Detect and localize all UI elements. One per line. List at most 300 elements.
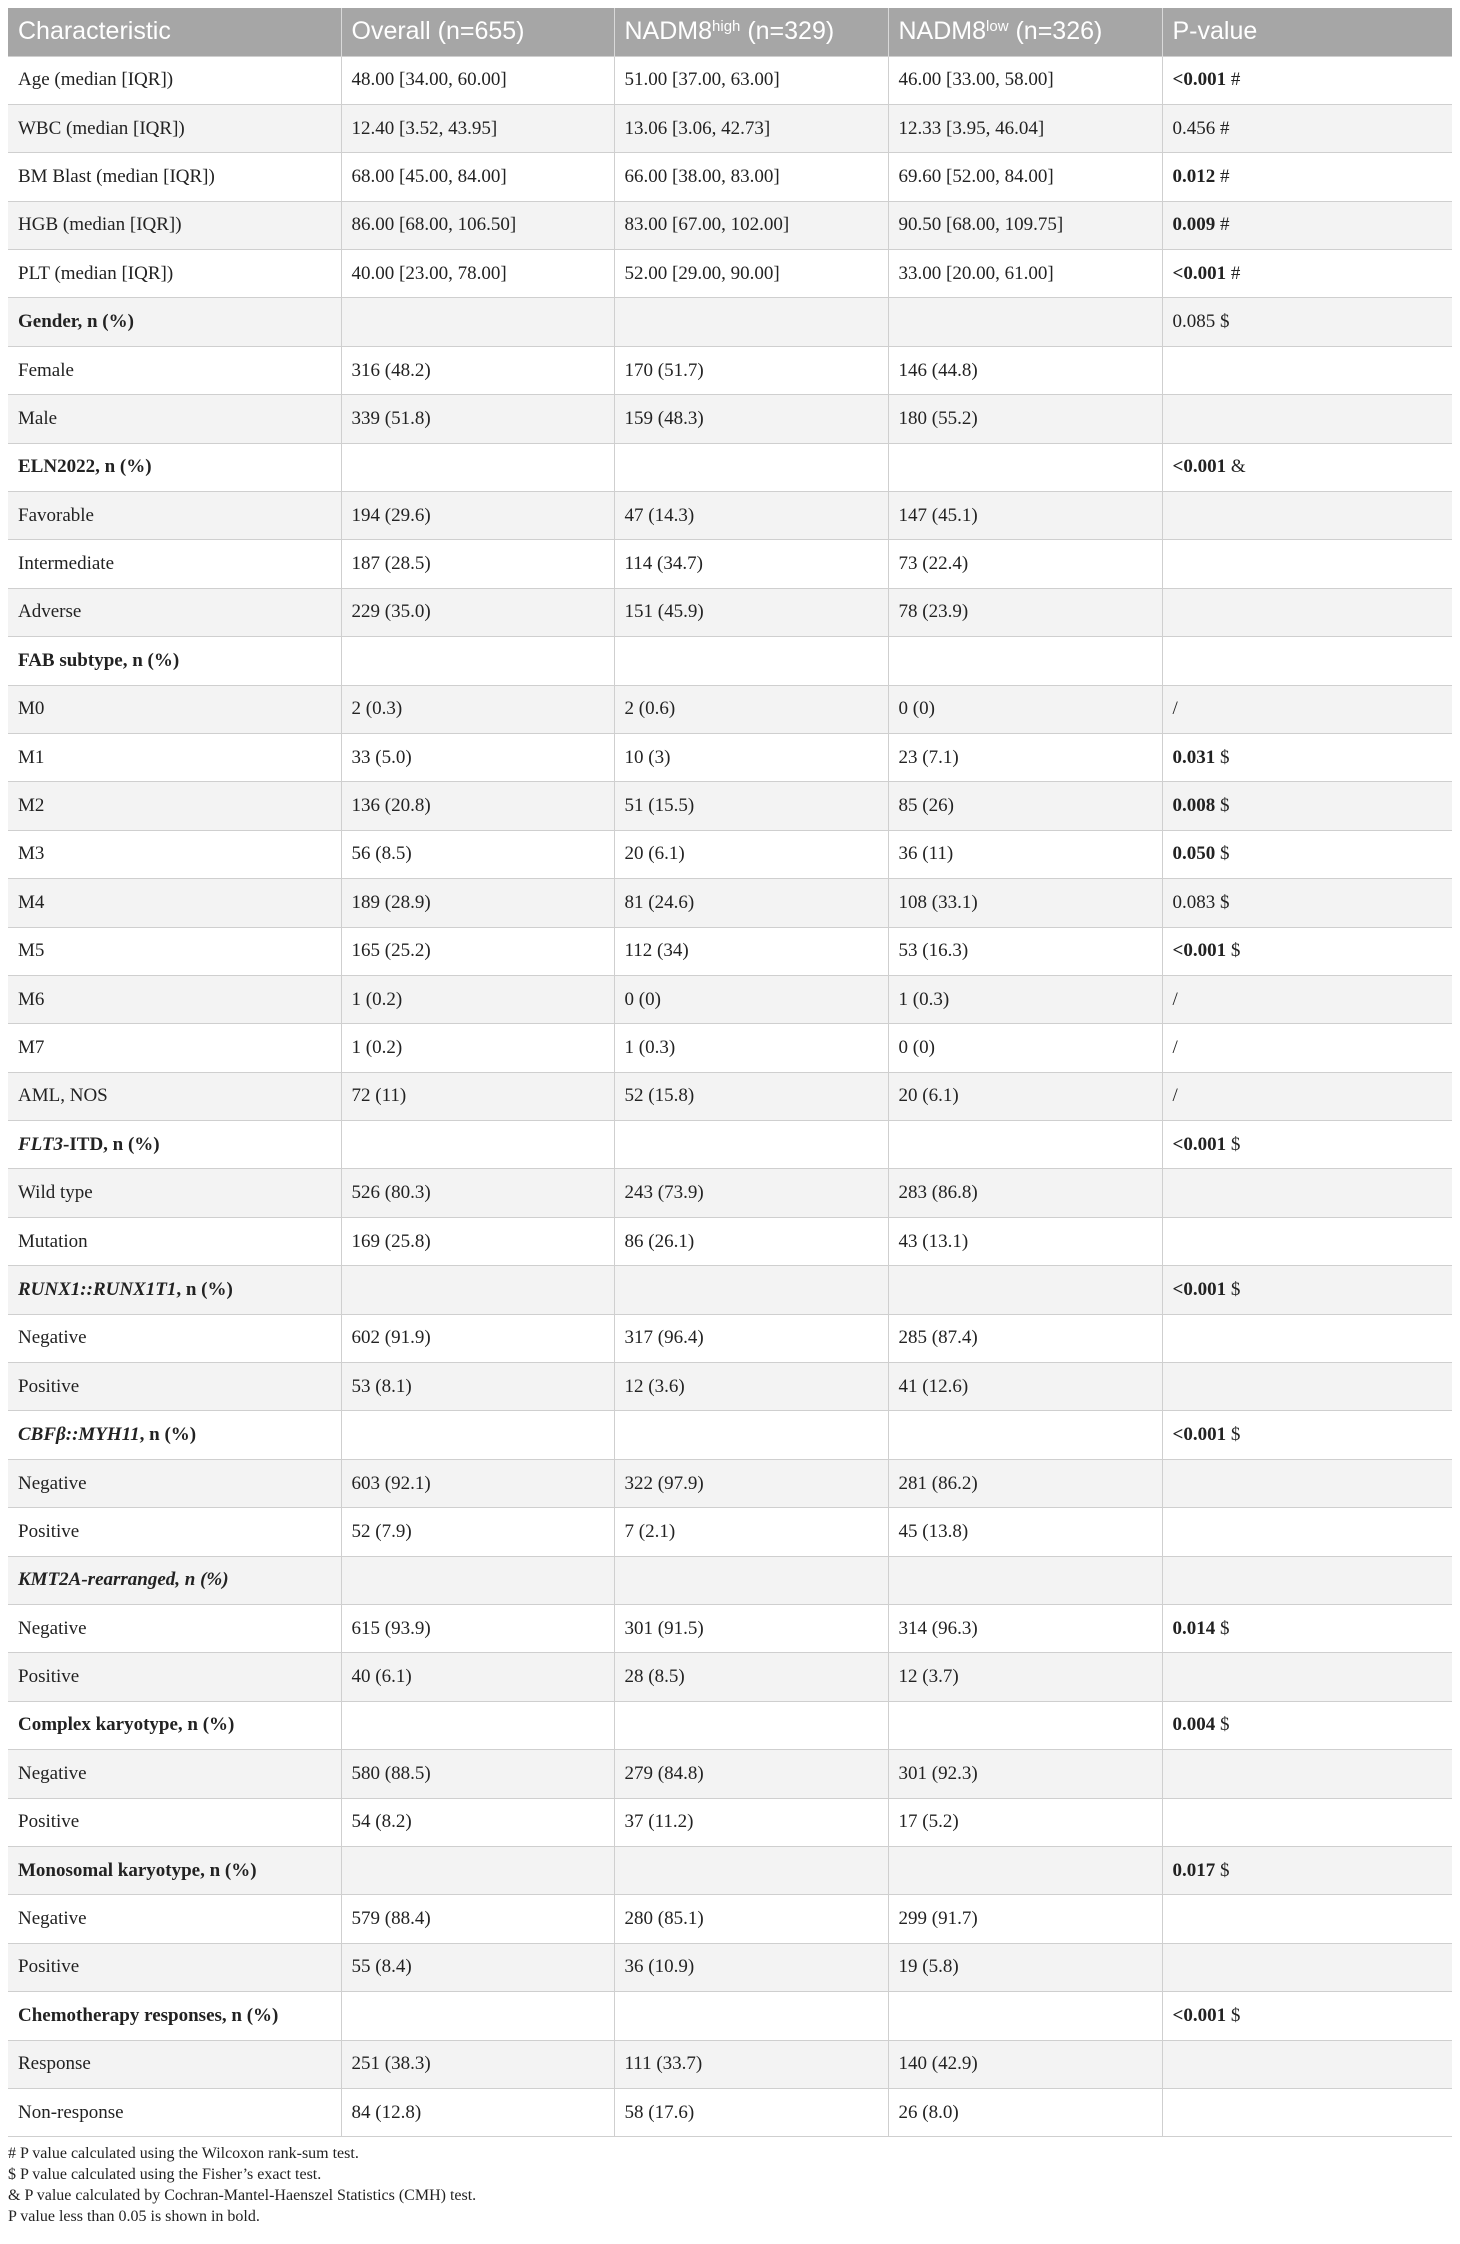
pvalue-number: <0.001 xyxy=(1172,456,1227,478)
cell-pvalue xyxy=(1162,1992,1452,2040)
table-row xyxy=(8,927,1452,975)
cell-high xyxy=(614,1556,888,1604)
cell-low: 78 (23.9) xyxy=(888,588,1162,636)
cell-low xyxy=(888,1992,1162,2040)
cell-overall: 53 (8.1) xyxy=(341,1363,614,1411)
row-label-text: Favorable xyxy=(18,504,94,526)
row-label-text: RUNX1::RUNX1T1 xyxy=(18,1278,177,1300)
cell-pvalue xyxy=(1162,395,1452,443)
cell-high: 51.00 [37.00, 63.00] xyxy=(614,56,888,104)
cell-low: 26 (8.0) xyxy=(888,2088,1162,2136)
header-nadm8-low xyxy=(888,8,1162,56)
cell-pvalue xyxy=(1162,1605,1452,1653)
table-row xyxy=(8,104,1452,152)
pvalue-number: 0.004 xyxy=(1172,1714,1216,1736)
row-label-text: PLT (median [IQR]) xyxy=(18,262,174,284)
cell-overall xyxy=(341,1121,614,1169)
row-label xyxy=(8,201,341,249)
cell-pvalue xyxy=(1162,1072,1452,1120)
row-label-text: Negative xyxy=(18,1908,87,1930)
table-row xyxy=(8,1072,1452,1120)
cell-overall: 579 (88.4) xyxy=(341,1895,614,1943)
table-row xyxy=(8,2040,1452,2088)
table-row xyxy=(8,153,1452,201)
pvalue-test-symbol: $ xyxy=(1220,1859,1230,1881)
row-label-text: HGB (median [IQR]) xyxy=(18,214,182,236)
cell-low xyxy=(888,637,1162,685)
row-label xyxy=(8,56,341,104)
pvalue-test-symbol: $ xyxy=(1230,2004,1241,2026)
row-label-text: Male xyxy=(18,407,58,429)
row-label-text: M4 xyxy=(18,891,45,913)
row-label xyxy=(8,298,341,346)
row-label-text: Mutation xyxy=(18,1230,88,1252)
pvalue-test-symbol: # xyxy=(1230,262,1241,284)
cell-low: 43 (13.1) xyxy=(888,1217,1162,1265)
cell-high: 51 (15.5) xyxy=(614,782,888,830)
table-row xyxy=(8,56,1452,104)
row-label xyxy=(8,2088,341,2136)
table-header-row xyxy=(8,8,1452,56)
cell-pvalue xyxy=(1162,1411,1452,1459)
cell-overall: 602 (91.9) xyxy=(341,1314,614,1362)
cell-low: 85 (26) xyxy=(888,782,1162,830)
cell-low: 140 (42.9) xyxy=(888,2040,1162,2088)
table-row xyxy=(8,1992,1452,2040)
cell-high: 37 (11.2) xyxy=(614,1798,888,1846)
row-label xyxy=(8,1895,341,1943)
cell-low: 108 (33.1) xyxy=(888,879,1162,927)
row-label xyxy=(8,395,341,443)
cell-overall xyxy=(341,298,614,346)
pvalue-test-symbol: $ xyxy=(1220,746,1230,768)
pvalue-number: 0.017 xyxy=(1172,1859,1216,1881)
pvalue-number: 0.014 xyxy=(1172,1617,1216,1639)
cell-low xyxy=(888,1701,1162,1749)
cell-high: 66.00 [38.00, 83.00] xyxy=(614,153,888,201)
cell-high: 47 (14.3) xyxy=(614,492,888,540)
cell-high: 0 (0) xyxy=(614,975,888,1023)
table-row xyxy=(8,250,1452,298)
cell-low xyxy=(888,298,1162,346)
cell-low xyxy=(888,1411,1162,1459)
cell-overall: 40.00 [23.00, 78.00] xyxy=(341,250,614,298)
pvalue-number: <0.001 xyxy=(1172,2004,1227,2026)
row-label-text: Wild type xyxy=(18,1182,93,1204)
cell-overall: 580 (88.5) xyxy=(341,1750,614,1798)
cell-pvalue xyxy=(1162,1363,1452,1411)
row-label-suffix: , n (%) xyxy=(139,1424,197,1446)
cell-pvalue xyxy=(1162,1556,1452,1604)
cell-high: 52.00 [29.00, 90.00] xyxy=(614,250,888,298)
table-row xyxy=(8,1024,1452,1072)
row-label xyxy=(8,1459,341,1507)
pvalue-number: 0.456 xyxy=(1172,117,1216,139)
row-label-text: Positive xyxy=(18,1375,80,1397)
cell-high: 170 (51.7) xyxy=(614,346,888,394)
row-label-text: Positive xyxy=(18,1956,80,1978)
row-label xyxy=(8,1846,341,1894)
cell-pvalue xyxy=(1162,879,1452,927)
pvalue-number: 0.008 xyxy=(1172,795,1216,817)
row-label-suffix: , n (%) xyxy=(176,1278,233,1300)
row-label xyxy=(8,1508,341,1556)
cell-high: 280 (85.1) xyxy=(614,1895,888,1943)
pvalue-number: <0.001 xyxy=(1172,1424,1227,1446)
cell-high: 111 (33.7) xyxy=(614,2040,888,2088)
pvalue-number: <0.001 xyxy=(1172,262,1227,284)
cell-low: 17 (5.2) xyxy=(888,1798,1162,1846)
pvalue-test-symbol: $ xyxy=(1230,940,1241,962)
cell-pvalue xyxy=(1162,2088,1452,2136)
table-row xyxy=(8,1653,1452,1701)
row-label xyxy=(8,1992,341,2040)
table-row xyxy=(8,298,1452,346)
cell-overall xyxy=(341,1992,614,2040)
cell-high: 2 (0.6) xyxy=(614,685,888,733)
cell-low: 69.60 [52.00, 84.00] xyxy=(888,153,1162,201)
footnote: # P value calculated using the Wilcoxon rank-sum test. xyxy=(8,2145,359,2163)
cell-overall: 2 (0.3) xyxy=(341,685,614,733)
pvalue-test-symbol: $ xyxy=(1220,843,1230,865)
cell-low: 147 (45.1) xyxy=(888,492,1162,540)
cell-overall: 194 (29.6) xyxy=(341,492,614,540)
cell-high xyxy=(614,1411,888,1459)
row-label xyxy=(8,685,341,733)
cell-pvalue xyxy=(1162,2040,1452,2088)
cell-high xyxy=(614,637,888,685)
cell-overall: 1 (0.2) xyxy=(341,975,614,1023)
cell-low: 146 (44.8) xyxy=(888,346,1162,394)
cell-low: 314 (96.3) xyxy=(888,1605,1162,1653)
cell-pvalue xyxy=(1162,104,1452,152)
row-label-text: M0 xyxy=(18,698,45,720)
cell-pvalue xyxy=(1162,492,1452,540)
cell-low: 281 (86.2) xyxy=(888,1459,1162,1507)
cell-overall: 52 (7.9) xyxy=(341,1508,614,1556)
row-label-text: Non-response xyxy=(18,2101,124,2123)
cell-pvalue xyxy=(1162,1750,1452,1798)
cell-overall xyxy=(341,443,614,491)
row-label-text: Age (median [IQR]) xyxy=(18,69,174,91)
row-label-text: KMT2A-rearranged, n (%) xyxy=(18,1569,229,1591)
row-label xyxy=(8,104,341,152)
table-row xyxy=(8,1217,1452,1265)
footnote: P value less than 0.05 is shown in bold. xyxy=(8,2208,260,2226)
table-row xyxy=(8,1169,1452,1217)
cell-low: 45 (13.8) xyxy=(888,1508,1162,1556)
header-characteristic: Characteristic xyxy=(18,17,171,46)
pvalue-number: 0.012 xyxy=(1172,165,1216,187)
cell-high: 279 (84.8) xyxy=(614,1750,888,1798)
cell-low: 90.50 [68.00, 109.75] xyxy=(888,201,1162,249)
pvalue-test-symbol: & xyxy=(1230,456,1246,478)
row-label-text: Adverse xyxy=(18,601,82,623)
cell-low: 41 (12.6) xyxy=(888,1363,1162,1411)
cell-low: 1 (0.3) xyxy=(888,975,1162,1023)
cell-low xyxy=(888,1846,1162,1894)
cell-overall xyxy=(341,1556,614,1604)
row-label-text: Negative xyxy=(18,1327,87,1349)
pvalue-test-symbol: $ xyxy=(1230,1424,1241,1446)
pvalue-test-symbol: # xyxy=(1230,69,1241,91)
row-label-text: M2 xyxy=(18,795,45,817)
row-label-text: AML, NOS xyxy=(18,1085,108,1107)
table-row xyxy=(8,1750,1452,1798)
cell-low: 23 (7.1) xyxy=(888,733,1162,781)
cell-high: 81 (24.6) xyxy=(614,879,888,927)
cell-high: 52 (15.8) xyxy=(614,1072,888,1120)
table-row xyxy=(8,1363,1452,1411)
table-row xyxy=(8,1556,1452,1604)
row-label xyxy=(8,1314,341,1362)
cell-overall xyxy=(341,637,614,685)
cell-low: 301 (92.3) xyxy=(888,1750,1162,1798)
header-overall: Overall (n=655) xyxy=(341,8,614,56)
cell-overall: 251 (38.3) xyxy=(341,2040,614,2088)
cell-pvalue xyxy=(1162,298,1452,346)
cell-pvalue xyxy=(1162,1701,1452,1749)
cell-high: 86 (26.1) xyxy=(614,1217,888,1265)
row-label-suffix: -ITD, n (%) xyxy=(63,1133,160,1155)
row-label xyxy=(8,1605,341,1653)
row-label-text: Negative xyxy=(18,1472,87,1494)
header-low-suffix: (n=326) xyxy=(1008,17,1103,46)
pvalue-number: / xyxy=(1172,988,1178,1010)
table-row xyxy=(8,1266,1452,1314)
pvalue-number: <0.001 xyxy=(1172,1278,1227,1300)
pvalue-number: 0.083 xyxy=(1172,891,1216,913)
table-row xyxy=(8,1798,1452,1846)
cell-overall: 316 (48.2) xyxy=(341,346,614,394)
cell-high: 151 (45.9) xyxy=(614,588,888,636)
pvalue-number: 0.085 xyxy=(1172,311,1216,333)
row-label xyxy=(8,1943,341,1991)
cell-overall: 615 (93.9) xyxy=(341,1605,614,1653)
pvalue-test-symbol: $ xyxy=(1220,311,1230,333)
cell-overall: 68.00 [45.00, 84.00] xyxy=(341,153,614,201)
cell-high xyxy=(614,1992,888,2040)
cell-overall: 33 (5.0) xyxy=(341,733,614,781)
header-high-prefix: NADM8 xyxy=(624,17,713,46)
table-row xyxy=(8,201,1452,249)
table-row xyxy=(8,733,1452,781)
row-label-text: M7 xyxy=(18,1037,45,1058)
cell-low xyxy=(888,443,1162,491)
pvalue-number: <0.001 xyxy=(1172,940,1227,962)
cell-pvalue xyxy=(1162,1169,1452,1217)
row-label xyxy=(8,250,341,298)
pvalue-number: / xyxy=(1172,698,1178,720)
cell-low: 33.00 [20.00, 61.00] xyxy=(888,250,1162,298)
table-row xyxy=(8,975,1452,1023)
cell-high: 20 (6.1) xyxy=(614,830,888,878)
table-row xyxy=(8,1701,1452,1749)
row-label xyxy=(8,1653,341,1701)
table-body xyxy=(8,56,1452,2137)
table-row xyxy=(8,1605,1452,1653)
row-label xyxy=(8,733,341,781)
cell-pvalue xyxy=(1162,153,1452,201)
cell-low: 73 (22.4) xyxy=(888,540,1162,588)
pvalue-test-symbol: $ xyxy=(1230,1133,1241,1155)
cell-high: 58 (17.6) xyxy=(614,2088,888,2136)
table-row xyxy=(8,540,1452,588)
row-label xyxy=(8,1266,341,1314)
cell-overall: 40 (6.1) xyxy=(341,1653,614,1701)
row-label xyxy=(8,927,341,975)
row-label xyxy=(8,637,341,685)
table-row xyxy=(8,2088,1452,2136)
cell-overall: 72 (11) xyxy=(341,1072,614,1120)
row-label xyxy=(8,443,341,491)
cell-low: 0 (0) xyxy=(888,685,1162,733)
cell-overall: 229 (35.0) xyxy=(341,588,614,636)
cell-pvalue xyxy=(1162,685,1452,733)
row-label-text: Complex karyotype, n (%) xyxy=(18,1714,235,1736)
table-row xyxy=(8,1895,1452,1943)
cell-pvalue xyxy=(1162,1798,1452,1846)
cell-overall xyxy=(341,1701,614,1749)
cell-high: 28 (8.5) xyxy=(614,1653,888,1701)
row-label xyxy=(8,782,341,830)
cell-low: 53 (16.3) xyxy=(888,927,1162,975)
table-row xyxy=(8,685,1452,733)
row-label-text: Gender, n (%) xyxy=(18,311,134,333)
header-low-prefix: NADM8 xyxy=(898,17,987,46)
pvalue-test-symbol: $ xyxy=(1220,795,1230,817)
cell-pvalue xyxy=(1162,201,1452,249)
row-label xyxy=(8,540,341,588)
footnote: $ P value calculated using the Fisher’s exact test. xyxy=(8,2166,322,2184)
cell-overall: 12.40 [3.52, 43.95] xyxy=(341,104,614,152)
row-label xyxy=(8,1169,341,1217)
cell-low: 20 (6.1) xyxy=(888,1072,1162,1120)
row-label-text: M6 xyxy=(18,988,45,1010)
row-label xyxy=(8,879,341,927)
row-label-text: Monosomal karyotype, n (%) xyxy=(18,1859,257,1881)
cell-overall: 339 (51.8) xyxy=(341,395,614,443)
table-row xyxy=(8,1846,1452,1894)
characteristics-table xyxy=(8,8,1452,2137)
cell-pvalue xyxy=(1162,1024,1452,1072)
cell-low: 283 (86.8) xyxy=(888,1169,1162,1217)
row-label xyxy=(8,975,341,1023)
row-label-text: Response xyxy=(18,2053,91,2075)
cell-high: 1 (0.3) xyxy=(614,1024,888,1072)
row-label xyxy=(8,153,341,201)
row-label-text: Positive xyxy=(18,1666,80,1688)
table-container xyxy=(8,8,1452,2227)
cell-pvalue xyxy=(1162,1266,1452,1314)
cell-pvalue xyxy=(1162,1217,1452,1265)
cell-pvalue xyxy=(1162,1653,1452,1701)
row-label-text: M3 xyxy=(18,843,45,865)
cell-pvalue xyxy=(1162,1314,1452,1362)
cell-pvalue xyxy=(1162,56,1452,104)
cell-overall: 54 (8.2) xyxy=(341,1798,614,1846)
row-label xyxy=(8,492,341,540)
footnotes xyxy=(8,2143,1452,2227)
row-label xyxy=(8,2040,341,2088)
pvalue-test-symbol: # xyxy=(1220,117,1230,139)
row-label xyxy=(8,1024,341,1072)
cell-low: 19 (5.8) xyxy=(888,1943,1162,1991)
row-label-text: M5 xyxy=(18,940,45,962)
pvalue-test-symbol: $ xyxy=(1230,1278,1241,1300)
cell-overall: 84 (12.8) xyxy=(341,2088,614,2136)
cell-pvalue xyxy=(1162,927,1452,975)
table-row xyxy=(8,346,1452,394)
row-label xyxy=(8,1072,341,1120)
row-label-text: CBFβ::MYH11 xyxy=(18,1424,140,1446)
cell-overall: 169 (25.8) xyxy=(341,1217,614,1265)
cell-high: 10 (3) xyxy=(614,733,888,781)
pvalue-number: <0.001 xyxy=(1172,1133,1227,1155)
cell-overall: 86.00 [68.00, 106.50] xyxy=(341,201,614,249)
pvalue-number: <0.001 xyxy=(1172,69,1227,91)
row-label-text: Intermediate xyxy=(18,553,115,575)
cell-high: 159 (48.3) xyxy=(614,395,888,443)
cell-high xyxy=(614,1266,888,1314)
cell-overall: 55 (8.4) xyxy=(341,1943,614,1991)
cell-high: 7 (2.1) xyxy=(614,1508,888,1556)
cell-high: 322 (97.9) xyxy=(614,1459,888,1507)
row-label-text: FAB subtype, n (%) xyxy=(18,649,180,671)
row-label-text: FLT3 xyxy=(18,1133,64,1155)
cell-high: 114 (34.7) xyxy=(614,540,888,588)
cell-high xyxy=(614,298,888,346)
pvalue-number: 0.031 xyxy=(1172,746,1216,768)
table-row xyxy=(8,782,1452,830)
cell-overall: 48.00 [34.00, 60.00] xyxy=(341,56,614,104)
cell-pvalue xyxy=(1162,1846,1452,1894)
cell-low: 12.33 [3.95, 46.04] xyxy=(888,104,1162,152)
cell-overall xyxy=(341,1846,614,1894)
table-row xyxy=(8,443,1452,491)
table-row xyxy=(8,830,1452,878)
cell-overall: 136 (20.8) xyxy=(341,782,614,830)
cell-pvalue xyxy=(1162,637,1452,685)
cell-low: 180 (55.2) xyxy=(888,395,1162,443)
pvalue-number: / xyxy=(1172,1037,1178,1058)
row-label xyxy=(8,1411,341,1459)
cell-high xyxy=(614,1701,888,1749)
row-label xyxy=(8,1217,341,1265)
header-nadm8-high xyxy=(614,8,888,56)
cell-pvalue xyxy=(1162,830,1452,878)
table-row xyxy=(8,1411,1452,1459)
cell-low xyxy=(888,1266,1162,1314)
table-row xyxy=(8,1943,1452,1991)
cell-pvalue xyxy=(1162,346,1452,394)
table-row xyxy=(8,492,1452,540)
row-label-text: Positive xyxy=(18,1520,80,1542)
row-label xyxy=(8,1556,341,1604)
table-row xyxy=(8,879,1452,927)
row-label xyxy=(8,346,341,394)
row-label-text: WBC (median [IQR]) xyxy=(18,117,185,139)
row-label-text: Negative xyxy=(18,1617,87,1639)
cell-pvalue xyxy=(1162,1508,1452,1556)
pvalue-number: / xyxy=(1172,1085,1178,1107)
cell-low xyxy=(888,1556,1162,1604)
cell-overall xyxy=(341,1411,614,1459)
row-label-text: BM Blast (median [IQR]) xyxy=(18,165,215,187)
cell-overall: 526 (80.3) xyxy=(341,1169,614,1217)
row-label-text: Negative xyxy=(18,1762,87,1784)
cell-overall xyxy=(341,1266,614,1314)
